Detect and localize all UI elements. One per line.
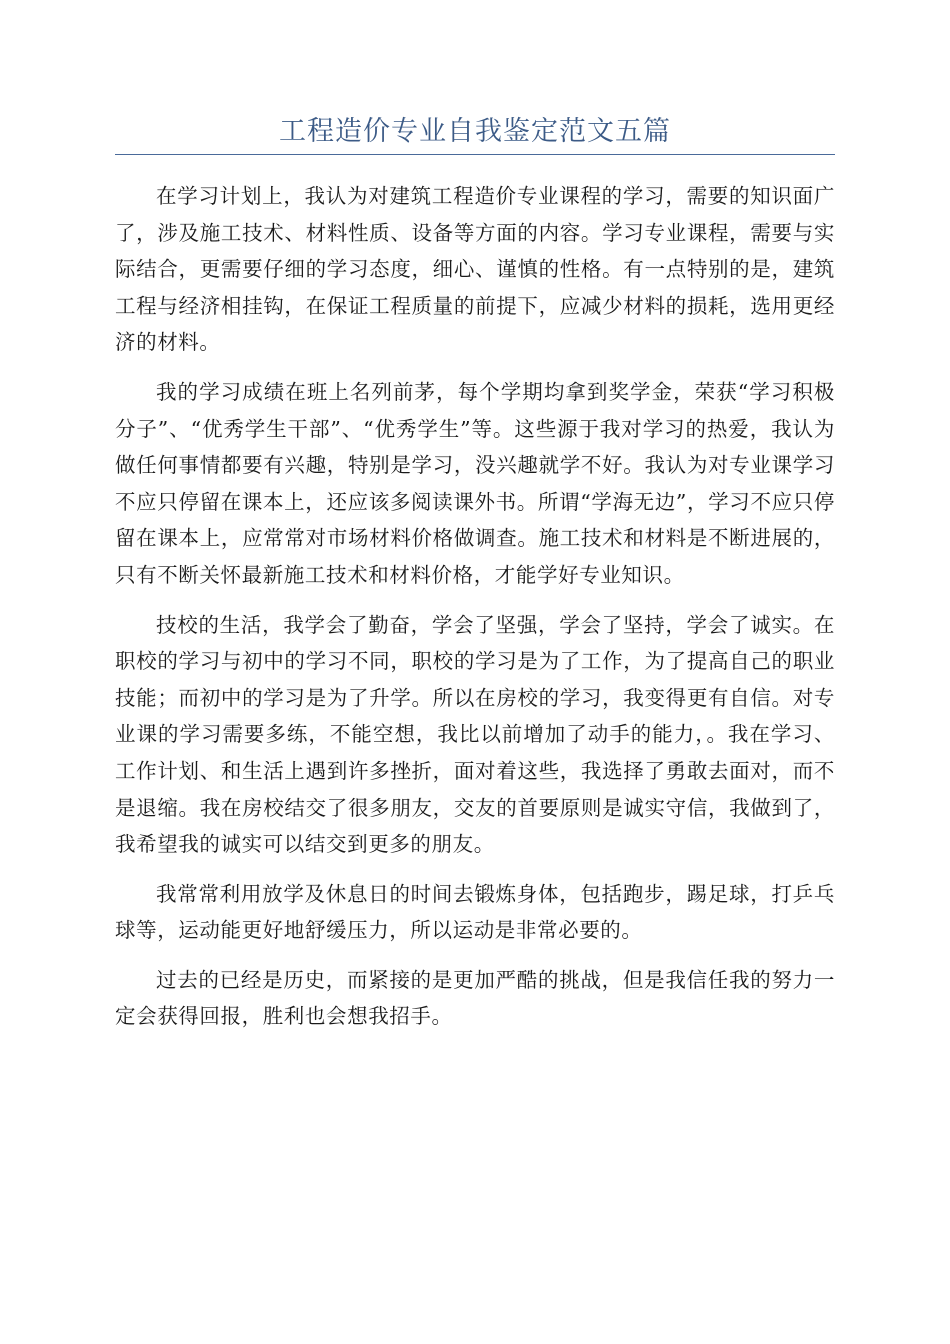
paragraph-conclusion: 过去的已经是历史，而紧接的是更加严酷的挑战，但是我信任我的努力一定会获得回报，胜利也会想我招手。 — [115, 967, 835, 1029]
document-title: 工程造价专业自我鉴定范文五篇 — [279, 116, 671, 147]
paragraph-grades: 我的学习成绩在班上名列前茅，每个学期均拿到奖学金，荣获“学习积极分子”、“优秀学生干部”、“优秀学生”等。这些源于我对学习的热爱，我认为做任何事情都要有兴趣，特别是学习，没兴趣就学不好。我认为对专业课学习不应只停留在课本上，还应该多阅读课外书。所谓“学海无边”，学习不应只停留在课本上，应常常对市场材料价格做调查。施工技术和材料是不断进展的，只有不断关怀最新施工技术和材料价格，才能学好专业知识。 — [115, 379, 835, 587]
document-body — [115, 178, 835, 1048]
paragraph-study-plan: 在学习计划上，我认为对建筑工程造价专业课程的学习，需要的知识面广了，涉及施工技术、材料性质、设备等方面的内容。学习专业课程，需要与实际结合，更需要仔细的学习态度，细心、谨慎的性格。有一点特别的是，建筑工程与经济相挂钩，在保证工程质量的前提下，应减少材料的损耗，选用更经济的材料。 — [115, 184, 835, 355]
paragraph-school-life: 技校的生活，我学会了勤奋，学会了坚强，学会了坚持，学会了诚实。在职校的学习与初中的学习不同，职校的学习是为了工作，为了提高自己的职业技能；而初中的学习是为了升学。所以在房校的学习，我变得更有自信。对专业课的学习需要多练，不能空想，我比以前增加了动手的能力，。我在学习、工作计划、和生活上遇到许多挫折，面对着这些，我选择了勇敢去面对，而不是退缩。我在房校结交了很多朋友，交友的首要原则是诚实守信，我做到了，我希望我的诚实可以结交到更多的朋友。 — [115, 612, 835, 857]
title-underline — [115, 154, 835, 155]
paragraph-exercise: 我常常利用放学及休息日的时间去锻炼身体，包括跑步，踢足球，打乒乓球等，运动能更好地舒缓压力，所以运动是非常必要的。 — [115, 881, 835, 943]
